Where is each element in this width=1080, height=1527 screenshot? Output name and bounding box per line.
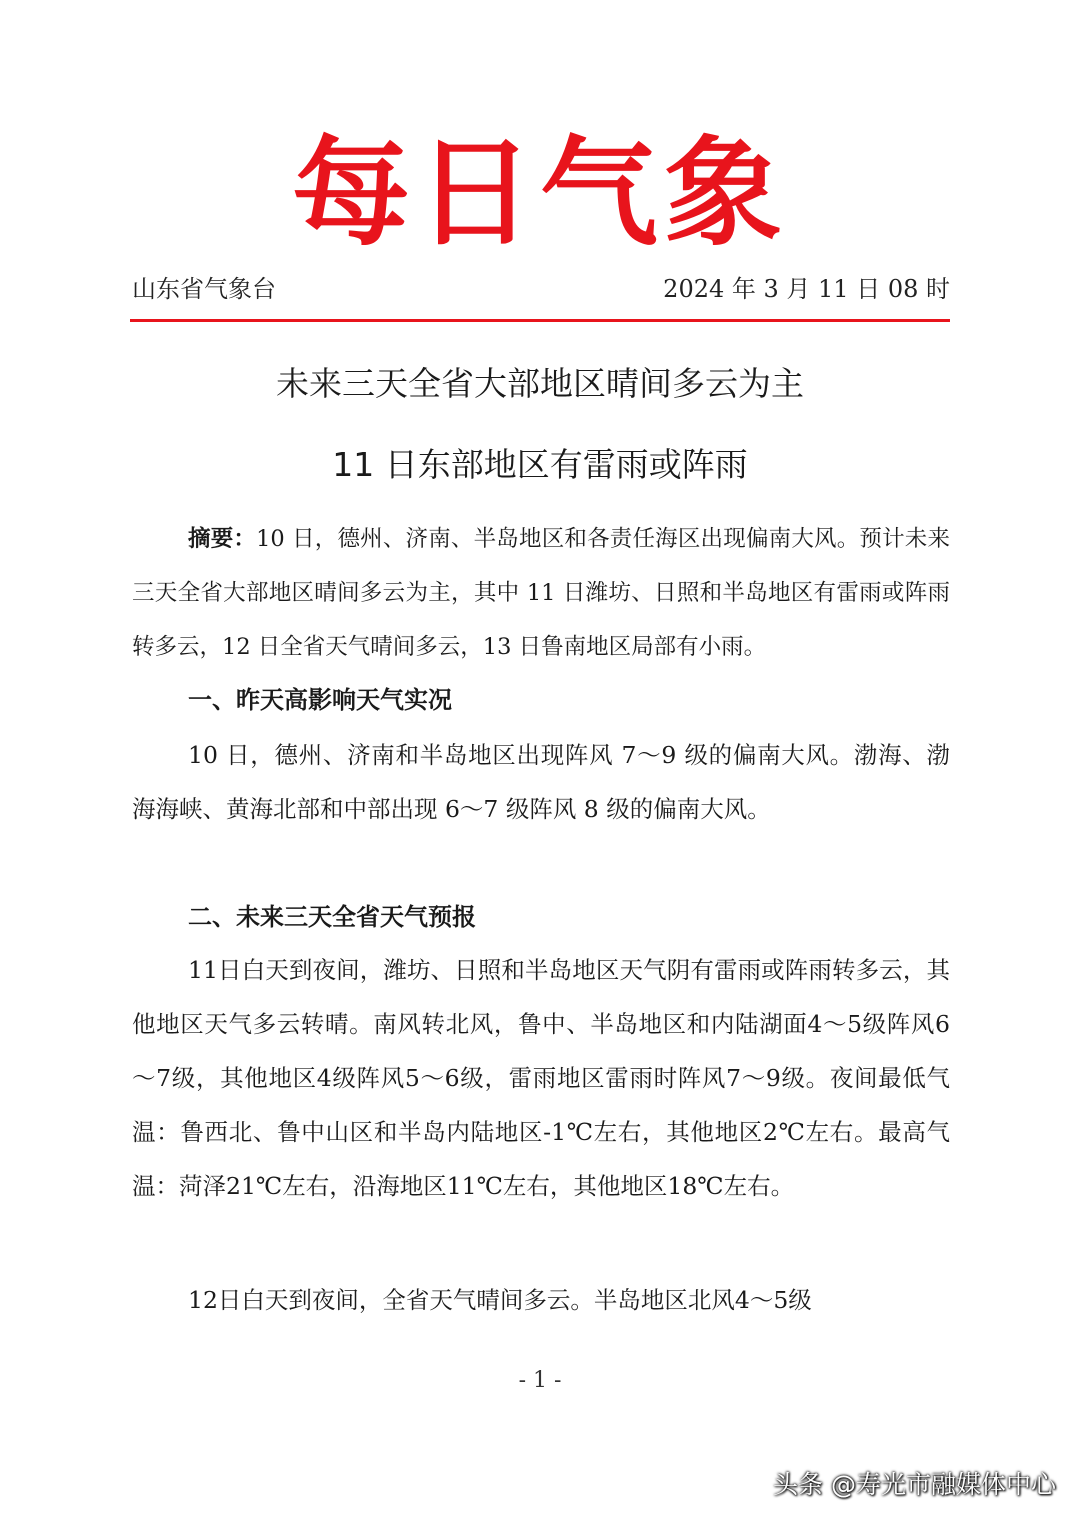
headline-line-2: 11 日东部地区有雷雨或阵雨: [332, 445, 748, 484]
masthead-title: 每日气象: [291, 123, 788, 262]
issuer-name: 山东省气象台: [132, 275, 276, 303]
observed-weather-paragraph: 10 日，德州、济南和半岛地区出现阵风 7～9 级的偏南大风。渤海、渤海海峡、黄海北部和中部出现 6～7 级阵风 8 级的偏南大风。: [132, 741, 950, 823]
source-watermark: 头条 @寿光市融媒体中心: [773, 1470, 1056, 1499]
issue-date: 2024 年 3 月 11 日 08 时: [663, 275, 950, 303]
section-heading-forecast: 二、未来三天全省天气预报: [188, 903, 476, 931]
summary-label: 摘要：: [188, 526, 257, 552]
page-number: - 1 -: [518, 1368, 562, 1393]
section-heading-observed: 一、昨天高影响天气实况: [188, 686, 452, 714]
headline-line-1: 未来三天全省大部地区晴间多云为主: [276, 364, 804, 403]
red-divider-line: [130, 319, 950, 322]
forecast-day12-paragraph: 12日白天到夜间，全省天气晴间多云。半岛地区北风4～5级: [188, 1286, 812, 1314]
forecast-day11-paragraph: 11日白天到夜间，潍坊、日照和半岛地区天气阴有雷雨或阵雨转多云，其他地区天气多云转晴。南风转北风，鲁中、半岛地区和内陆湖面4～5级阵风6～7级，其他地区4级阵风5～6级，雷雨地区雷雨时阵风7～9级。夜间最低气温：鲁西北、鲁中山区和半岛内陆地区-1℃左右，其他地区2℃左右。最高气温：菏泽21℃左右，沿海地区11℃左右，其他地区18℃左右。: [132, 956, 950, 1200]
summary-paragraph: [132, 512, 950, 674]
summary-text: 10 日，德州、济南、半岛地区和各责任海区出现偏南大风。预计未来三天全省大部地区晴间多云为主，其中 11 日潍坊、日照和半岛地区有雷雨或阵雨转多云，12 日全省天气晴间多云，13 日鲁南地区局部有小雨。: [132, 526, 950, 660]
